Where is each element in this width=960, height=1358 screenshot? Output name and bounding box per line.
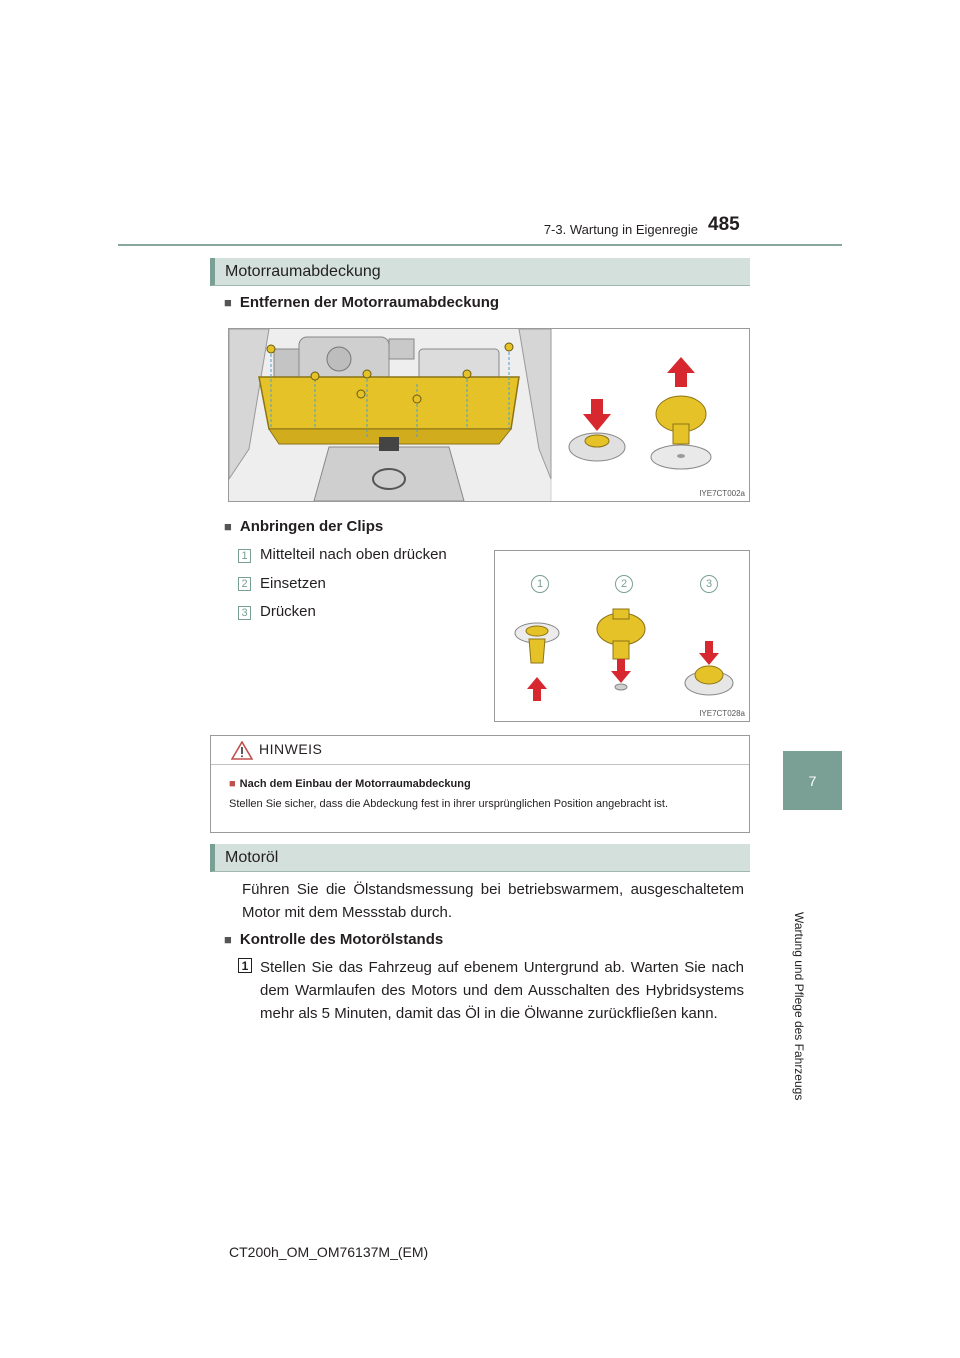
clip-steps-drawing bbox=[495, 601, 749, 721]
engine-bay-drawing bbox=[229, 329, 749, 501]
engine-cover-illustration bbox=[228, 328, 750, 502]
clip-installation-illustration bbox=[494, 550, 750, 722]
image-code-2: IYE7CT028a bbox=[699, 709, 745, 718]
section-heading-engine-cover: Motorraumabdeckung bbox=[210, 258, 750, 286]
oil-intro-paragraph: Führen Sie die Ölstandsmessung bei betriebswarmem, ausgeschaltetem Motor mit dem Messstab durch. bbox=[242, 881, 744, 921]
oil-step-text-1: Stellen Sie das Fahrzeug auf ebenem Untergrund ab. Warten Sie nach dem Warmlaufen des Motors und dem Ausschalten des Hybridsystems mehr als 5 Minuten, damit das Öl in die Ölwanne zurückfließen kann. bbox=[260, 959, 744, 1022]
step-badge-2: 2 bbox=[238, 577, 251, 591]
warning-triangle-icon bbox=[231, 741, 253, 760]
document-code: CT200h_OM_OM76137M_(EM) bbox=[229, 1244, 429, 1260]
clip-label-3: 3 bbox=[700, 575, 718, 593]
header-rule bbox=[118, 244, 842, 246]
notice-item-title: ■ Nach dem Einbau der Motorraumabdeckung bbox=[229, 778, 471, 790]
notice-box bbox=[210, 735, 750, 833]
step-badge-3: 3 bbox=[238, 606, 251, 620]
subheading-remove-cover: ■ Entfernen der Motorraumabdeckung bbox=[224, 294, 500, 311]
notice-title: HINWEIS bbox=[259, 741, 323, 757]
clip-label-2: 2 bbox=[615, 575, 633, 593]
subheading-attach-clips: ■ Anbringen der Clips bbox=[224, 518, 384, 535]
step-text-1: Mittelteil nach oben drücken bbox=[260, 546, 447, 563]
oil-step-badge-1: 1 bbox=[238, 958, 252, 973]
section-heading-engine-oil: Motoröl bbox=[210, 844, 750, 872]
subheading-check-oil-level: ■ Kontrolle des Motorölstands bbox=[224, 931, 444, 948]
step-text-3: Drücken bbox=[260, 603, 316, 620]
step-badge-1: 1 bbox=[238, 549, 251, 563]
step-text-2: Einsetzen bbox=[260, 575, 326, 592]
notice-divider bbox=[211, 764, 749, 765]
running-header: 7-3. Wartung in Eigenregie bbox=[543, 222, 698, 237]
clip-label-1: 1 bbox=[531, 575, 549, 593]
image-code-1: IYE7CT002a bbox=[699, 489, 745, 498]
chapter-tab: 7 bbox=[783, 751, 842, 810]
notice-item-body: Stellen Sie sicher, dass die Abdeckung fest in ihrer ursprünglichen Position angebracht ist. bbox=[229, 798, 669, 810]
page-number: 485 bbox=[708, 214, 740, 235]
